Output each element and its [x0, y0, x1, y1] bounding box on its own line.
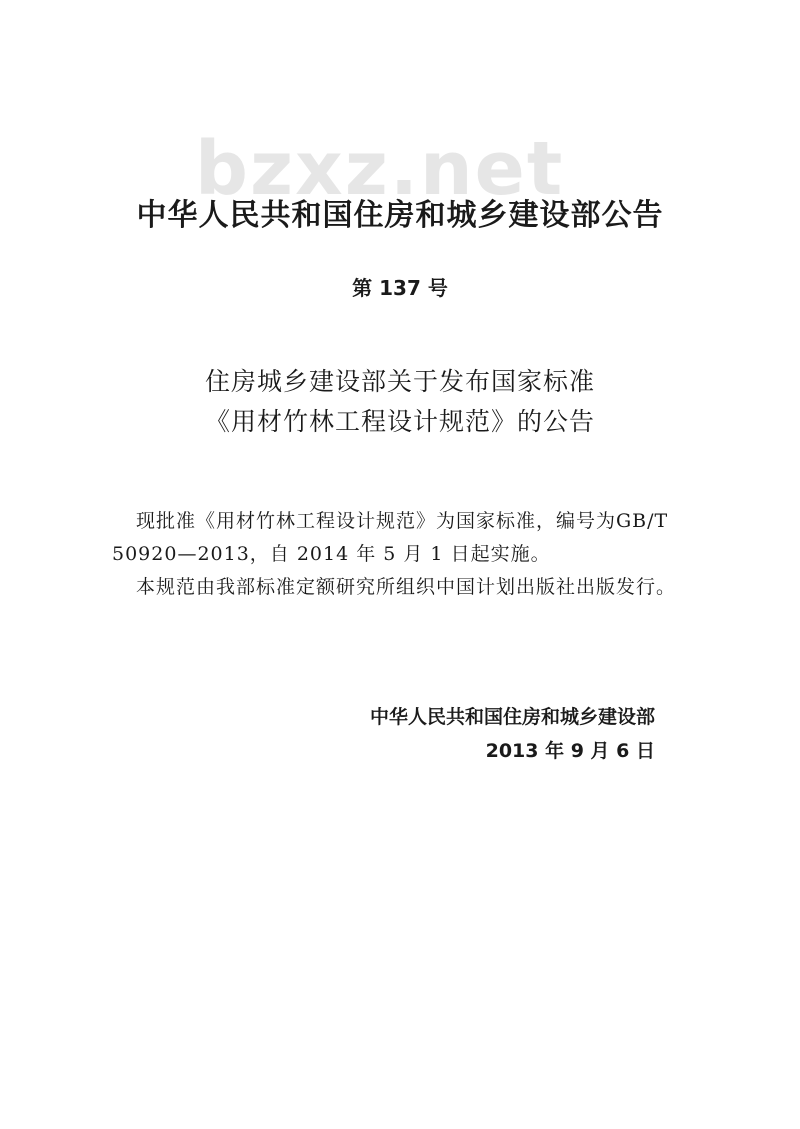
body-paragraph-1: 现批准《用材竹林工程设计规范》为国家标准，编号为GB/T 50920—2013，自 2014 年 5 月 1 日起实施。: [112, 510, 669, 565]
subject-line-2: 《用材竹林工程设计规范》的公告: [204, 407, 595, 436]
body-paragraph-2: 本规范由我部标准定额研究所组织中国计划出版社出版发行。: [136, 576, 677, 598]
announcement-issuer-title: 中华人民共和国住房和城乡建设部公告: [136, 198, 664, 233]
signature-block: [320, 700, 655, 768]
watermark: bzxz.net: [195, 126, 565, 212]
signature-date: 2013 年 9 月 6 日: [485, 740, 655, 762]
announcement-subject: [0, 362, 800, 442]
announcement-body: [112, 505, 712, 604]
signature-org: 中华人民共和国住房和城乡建设部: [369, 706, 655, 728]
subject-line-1: 住房城乡建设部关于发布国家标准: [204, 367, 595, 396]
announcement-number: 第 137 号: [352, 276, 448, 300]
